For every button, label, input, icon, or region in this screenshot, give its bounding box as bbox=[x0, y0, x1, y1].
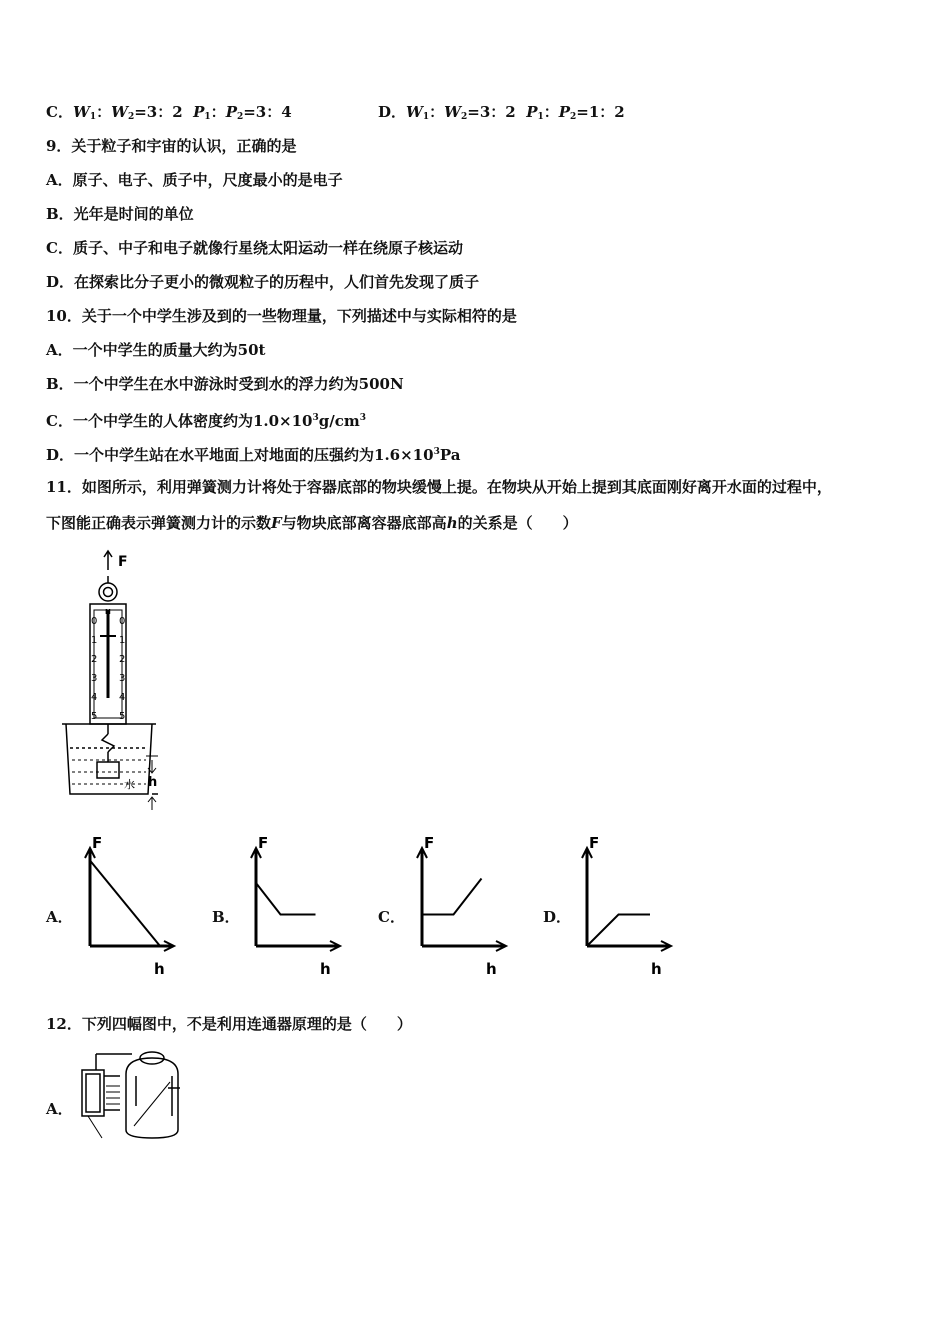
x-axis-label: h bbox=[486, 960, 497, 978]
q12-option-a-figure bbox=[76, 1046, 186, 1142]
q11-option-0-label: A． bbox=[46, 908, 73, 926]
q11-option-3-label: D． bbox=[543, 908, 572, 926]
fig-height-label: h bbox=[148, 775, 158, 790]
scale-right-tick-5: 5 bbox=[119, 711, 126, 722]
scale-left-tick-0: 0 bbox=[91, 616, 98, 627]
q11-option-1-label: B． bbox=[212, 908, 240, 926]
x-axis-label: h bbox=[651, 960, 662, 978]
f-h-curve bbox=[256, 883, 316, 915]
q9-option-a: A．原子、电子、质子中，尺度最小的是电子 bbox=[46, 171, 343, 189]
scale-left-tick-5: 5 bbox=[91, 711, 98, 722]
y-axis-label: F bbox=[92, 836, 103, 852]
q12-option-a-label: A． bbox=[46, 1100, 73, 1118]
scale-right-tick-0: 0 bbox=[119, 616, 126, 627]
q9-option-c: C．质子、中子和电子就像行星绕太阳运动一样在绕原子核运动 bbox=[46, 239, 463, 257]
q11-option-2-label: C． bbox=[378, 908, 405, 926]
q11-option-0-graph bbox=[76, 836, 206, 981]
fig-water-label: 水 bbox=[124, 778, 135, 791]
q8-option-d: D．$W_1$：$W_2=3$：2 $P_1$：$P_2=1$：2 bbox=[378, 103, 625, 122]
scale-left-tick-2: 2 bbox=[91, 654, 98, 665]
y-axis-label: F bbox=[258, 836, 269, 852]
q9-option-b: B．光年是时间的单位 bbox=[46, 205, 194, 223]
fig-n-label: N bbox=[105, 608, 111, 616]
q10-option-b: B．一个中学生在水中游泳时受到水的浮力约为500N bbox=[46, 375, 404, 393]
f-h-curve bbox=[90, 861, 160, 947]
x-axis-label: h bbox=[154, 960, 165, 978]
scale-left-tick-4: 4 bbox=[91, 692, 98, 703]
q11-option-2-graph bbox=[408, 836, 538, 981]
y-axis-label: F bbox=[424, 836, 435, 852]
q10-stem: 10．关于一个中学生涉及到的一些物理量，下列描述中与实际相符的是 bbox=[46, 307, 517, 325]
f-h-curve bbox=[422, 879, 482, 915]
q10-option-a: A．一个中学生的质量大约为50t bbox=[46, 341, 266, 359]
spring-scale-figure bbox=[60, 548, 190, 814]
scale-right-tick-1: 1 bbox=[119, 635, 126, 646]
scale-right-tick-2: 2 bbox=[119, 654, 126, 665]
q11-stem-line1: 11．如图所示，利用弹簧测力计将处于容器底部的物块缓慢上提。在物块从开始上提到其底面刚好离开水面的过程中， bbox=[46, 478, 832, 496]
scale-right-tick-3: 3 bbox=[119, 673, 126, 684]
q9-option-d: D．在探索比分子更小的微观粒子的历程中，人们首先发现了质子 bbox=[46, 273, 480, 291]
fig-force-label: F bbox=[118, 554, 128, 570]
x-axis-label: h bbox=[320, 960, 331, 978]
q10-option-c: C．一个中学生的人体密度约为$1.0\times 10^3g/cm^3$ bbox=[46, 412, 366, 430]
scale-left-tick-1: 1 bbox=[91, 635, 98, 646]
f-h-curve bbox=[587, 915, 650, 947]
q11-stem-line2: 下图能正确表示弹簧测力计的示数F与物块底部离容器底部高h的关系是（ ） bbox=[46, 514, 578, 532]
scale-left-tick-3: 3 bbox=[91, 673, 98, 684]
q12-stem: 12．下列四幅图中，不是利用连通器原理的是（ ） bbox=[46, 1015, 412, 1033]
q9-stem: 9．关于粒子和宇宙的认识，正确的是 bbox=[46, 137, 297, 155]
q11-option-3-graph bbox=[573, 836, 703, 981]
q8-option-c: C．$W_1$：$W_2=3$：2 $P_1$：$P_2=3$：4 bbox=[46, 103, 292, 122]
scale-right-tick-4: 4 bbox=[119, 692, 126, 703]
q11-option-1-graph bbox=[242, 836, 372, 981]
y-axis-label: F bbox=[589, 836, 600, 852]
q10-option-d: D．一个中学生站在水平地面上对地面的压强约为$1.6\times 10^3Pa$ bbox=[46, 446, 461, 464]
